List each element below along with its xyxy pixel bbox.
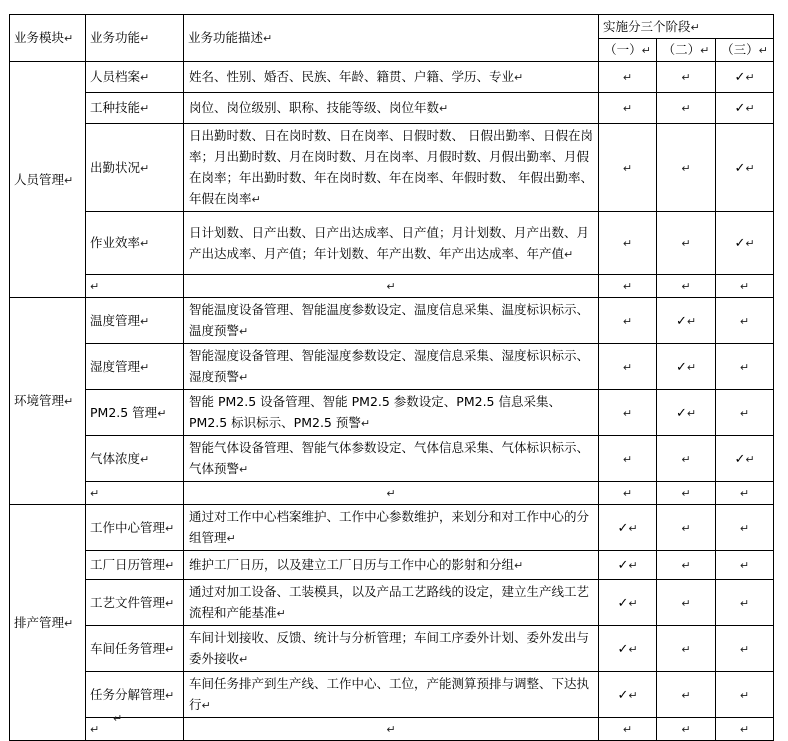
empty-cell (599, 482, 657, 505)
paragraph-mark: ↵ (157, 406, 167, 420)
function-description: 智能气体设备管理、智能气体参数设定、气体信息采集、气体标识标示、气体预警 (189, 440, 590, 476)
paragraph-mark: ↵ (140, 32, 150, 45)
description-cell (184, 580, 599, 626)
phase-3-cell (716, 124, 774, 212)
table-row (10, 62, 774, 93)
paragraph-mark: ↵ (386, 487, 396, 500)
module-name: 环境管理 (14, 393, 65, 408)
paragraph-mark: ↵ (263, 32, 273, 45)
phase-1-cell (599, 62, 657, 93)
empty-cell (86, 718, 184, 741)
phase-1-cell (599, 93, 657, 124)
function-name: 出勤状况 (90, 159, 141, 175)
business-function-table (9, 14, 774, 741)
paragraph-mark: ↵ (239, 325, 249, 338)
description-cell (184, 505, 599, 551)
paragraph-mark: ↵ (140, 360, 150, 374)
paragraph-mark: ↵ (140, 71, 150, 84)
phase-2-cell (657, 551, 716, 580)
paragraph-mark: ↵ (739, 360, 750, 374)
phase-label: （二） (662, 42, 701, 57)
function-description: 日出勤时数、日在岗时数、日在岗率、日假时数、 日假出勤率、日假在岗率；月出勤时数、月在岗时数、月在岗率、月假时数、月假出勤率、月假在岗率；年出勤时数、年在岗时数、年在岗率、年假时数、 年假出勤率、年假在岗率 (189, 128, 593, 206)
function-cell (86, 626, 184, 672)
check-mark-icon: ✓ (734, 70, 746, 85)
header-phases-label: 实施分三个阶段 (603, 18, 691, 34)
header-phase-2 (657, 39, 716, 62)
paragraph-mark: ↵ (681, 161, 691, 175)
function-name: 车间任务管理 (90, 640, 166, 656)
check-mark-icon: ✓ (617, 520, 629, 536)
table-row (10, 505, 774, 551)
module-cell (10, 62, 86, 298)
paragraph-mark: ↵ (681, 559, 691, 572)
paragraph-mark: ↵ (140, 452, 150, 466)
function-name: 工厂日历管理 (90, 557, 166, 572)
check-mark-icon: ✓ (617, 641, 629, 657)
empty-cell (657, 275, 716, 298)
module-name: 排产管理 (14, 614, 65, 630)
phase-label: （三） (721, 42, 759, 57)
empty-cell (184, 718, 599, 741)
description-cell (184, 124, 599, 212)
description-cell (184, 436, 599, 482)
function-cell (86, 124, 184, 212)
phase-3-cell (716, 551, 774, 580)
paragraph-mark: ↵ (113, 712, 123, 725)
paragraph-mark: ↵ (739, 559, 750, 572)
phase-2-cell (657, 672, 716, 718)
function-description: 智能温度设备管理、智能温度参数设定、温度信息采集、温度标识标示、温度预警 (189, 302, 590, 338)
paragraph-mark: ↵ (622, 102, 633, 115)
paragraph-mark: ↵ (622, 314, 633, 328)
check-mark-icon: ✓ (617, 595, 629, 611)
paragraph-mark: ↵ (622, 360, 633, 374)
phase-3-cell (716, 390, 774, 436)
paragraph-mark: ↵ (90, 487, 100, 500)
function-name: 人员档案 (90, 69, 141, 84)
check-mark-icon: ✓ (675, 313, 687, 329)
table-row (10, 580, 774, 626)
empty-cell (657, 482, 716, 505)
header-description-label: 业务功能描述 (188, 30, 264, 45)
paragraph-mark: ↵ (622, 487, 633, 500)
paragraph-mark: ↵ (739, 521, 750, 535)
paragraph-mark: ↵ (165, 596, 175, 610)
paragraph-mark: ↵ (739, 642, 750, 656)
module-name: 人员管理 (14, 171, 65, 187)
empty-row (10, 718, 774, 741)
phase-2-cell (657, 62, 716, 93)
module-cell (10, 505, 86, 741)
function-cell (86, 390, 184, 436)
description-cell (184, 672, 599, 718)
paragraph-mark: ↵ (622, 71, 633, 84)
phase-2-cell (657, 298, 716, 344)
function-cell (86, 62, 184, 93)
empty-cell (184, 275, 599, 298)
phase-1-cell (599, 344, 657, 390)
phase-1-cell (599, 580, 657, 626)
table-row (10, 93, 774, 124)
phase-1-cell (599, 298, 657, 344)
paragraph-mark: ↵ (360, 417, 371, 430)
function-description: 通过对工作中心档案维护、工作中心参数维护，来划分和对工作中心的分组管理 (189, 509, 590, 545)
phase-1-cell (599, 551, 657, 580)
paragraph-mark: ↵ (165, 559, 175, 572)
paragraph-mark: ↵ (739, 280, 750, 293)
empty-row (10, 275, 774, 298)
table-row (10, 212, 774, 275)
description-cell (184, 93, 599, 124)
paragraph-mark: ↵ (681, 102, 691, 115)
empty-cell (86, 275, 184, 298)
paragraph-mark: ↵ (745, 71, 755, 84)
check-mark-icon: ✓ (617, 687, 629, 703)
paragraph-mark: ↵ (700, 44, 710, 57)
paragraph-mark: ↵ (739, 406, 750, 420)
paragraph-mark: ↵ (628, 642, 638, 656)
paragraph-mark: ↵ (622, 452, 633, 466)
function-name: 任务分解管理 (90, 686, 166, 702)
empty-cell (716, 275, 774, 298)
phase-3-cell (716, 93, 774, 124)
header-phases (599, 15, 774, 39)
phase-2-cell (657, 580, 716, 626)
header-module (10, 15, 86, 62)
paragraph-mark: ↵ (165, 521, 175, 535)
table-row (10, 626, 774, 672)
paragraph-mark: ↵ (690, 20, 700, 34)
paragraph-mark: ↵ (276, 607, 286, 620)
empty-cell (716, 718, 774, 741)
paragraph-mark: ↵ (628, 521, 638, 535)
paragraph-mark: ↵ (622, 406, 633, 420)
header-module-label: 业务模块 (14, 30, 65, 45)
paragraph-mark: ↵ (64, 32, 74, 45)
paragraph-mark: ↵ (681, 596, 691, 610)
function-cell (86, 298, 184, 344)
description-cell (184, 212, 599, 275)
paragraph-mark: ↵ (514, 71, 524, 84)
header-phase-3 (716, 39, 774, 62)
phase-2-cell (657, 436, 716, 482)
paragraph-mark: ↵ (239, 463, 249, 476)
paragraph-mark: ↵ (386, 723, 396, 736)
phase-2-cell (657, 93, 716, 124)
description-cell (184, 551, 599, 580)
paragraph-mark: ↵ (90, 723, 100, 736)
paragraph-mark: ↵ (739, 487, 750, 500)
paragraph-mark: ↵ (681, 71, 691, 84)
header-description (184, 15, 599, 62)
paragraph-mark: ↵ (140, 161, 150, 175)
function-description: 智能湿度设备管理、智能湿度参数设定、湿度信息采集、湿度标识标示、湿度预警 (189, 348, 590, 384)
table-row (10, 124, 774, 212)
paragraph-mark: ↵ (140, 102, 150, 115)
paragraph-mark: ↵ (622, 280, 633, 293)
function-name: 湿度管理 (90, 358, 141, 374)
check-mark-icon: ✓ (734, 236, 746, 251)
paragraph-mark: ↵ (745, 452, 755, 466)
phase-2-cell (657, 212, 716, 275)
paragraph-mark: ↵ (681, 280, 691, 293)
description-cell (184, 390, 599, 436)
phase-3-cell (716, 672, 774, 718)
function-description: 日计划数、日产出数、日产出达成率、日产值；月计划数、月产出数、月产出达成率、月产值；年计划数、年产出数、年产出达成率、年产值 (189, 224, 590, 261)
phase-3-cell (716, 626, 774, 672)
function-description: 车间计划接收、反馈、统计与分析管理；车间工序委外计划、委外发出与委外接收 (189, 630, 590, 666)
paragraph-mark: ↵ (681, 452, 691, 466)
paragraph-mark: ↵ (686, 406, 697, 420)
phase-2-cell (657, 505, 716, 551)
phase-label: （一） (604, 42, 642, 57)
paragraph-mark: ↵ (686, 314, 697, 328)
description-cell (184, 62, 599, 93)
function-cell (86, 344, 184, 390)
function-name: 工种技能 (90, 100, 141, 115)
paragraph-mark: ↵ (64, 395, 74, 408)
phase-2-cell (657, 124, 716, 212)
function-cell (86, 436, 184, 482)
empty-cell (716, 482, 774, 505)
phase-3-cell (716, 62, 774, 93)
paragraph-mark: ↵ (386, 280, 396, 293)
paragraph-mark: ↵ (226, 532, 236, 545)
check-mark-icon: ✓ (675, 405, 687, 421)
table-row (10, 298, 774, 344)
module-cell (10, 298, 86, 505)
phase-1-cell (599, 390, 657, 436)
paragraph-mark: ↵ (439, 102, 449, 115)
phase-1-cell (599, 626, 657, 672)
paragraph-mark: ↵ (628, 688, 638, 702)
check-mark-icon: ✓ (675, 359, 687, 375)
table-row (10, 551, 774, 580)
paragraph-mark: ↵ (739, 723, 750, 736)
function-description: 维护工厂日历，以及建立工厂日历与工作中心的影射和分组 (189, 557, 515, 572)
paragraph-mark: ↵ (745, 237, 755, 250)
check-mark-icon: ✓ (734, 101, 746, 116)
function-cell (86, 212, 184, 275)
paragraph-mark: ↵ (739, 596, 750, 610)
phase-2-cell (657, 344, 716, 390)
paragraph-mark: ↵ (201, 699, 211, 712)
paragraph-mark: ↵ (64, 173, 74, 187)
empty-cell (657, 718, 716, 741)
empty-cell (599, 275, 657, 298)
paragraph-mark: ↵ (745, 161, 755, 175)
empty-cell (184, 482, 599, 505)
function-name: 工作中心管理 (90, 519, 166, 535)
paragraph-mark: ↵ (739, 314, 750, 328)
phase-3-cell (716, 298, 774, 344)
paragraph-mark: ↵ (239, 653, 249, 666)
function-description: 通过对加工设备、工装模具，以及产品工艺路线的设定，建立生产线工艺流程和产能基准 (189, 584, 590, 620)
paragraph-mark: ↵ (622, 161, 633, 175)
function-description: 姓名、性别、婚否、民族、年龄、籍贯、户籍、学历、专业 (189, 69, 515, 84)
check-mark-icon: ✓ (734, 451, 746, 467)
description-cell (184, 344, 599, 390)
paragraph-mark: ↵ (165, 688, 175, 702)
check-mark-icon: ✓ (734, 160, 746, 176)
paragraph-mark: ↵ (90, 280, 100, 293)
description-cell (184, 626, 599, 672)
check-mark-icon: ✓ (617, 558, 629, 573)
header-function-label: 业务功能 (90, 30, 141, 45)
header-row (10, 15, 774, 39)
paragraph-mark: ↵ (628, 596, 638, 610)
phase-3-cell (716, 344, 774, 390)
paragraph-mark: ↵ (681, 237, 691, 250)
function-name: PM2.5 管理 (90, 404, 158, 420)
paragraph-mark: ↵ (622, 237, 633, 250)
function-cell (86, 551, 184, 580)
table-row (10, 436, 774, 482)
empty-row (10, 482, 774, 505)
function-cell (86, 93, 184, 124)
description-cell (184, 298, 599, 344)
table-row (10, 390, 774, 436)
header-phase-1 (599, 39, 657, 62)
function-name: 工艺文件管理 (90, 594, 166, 610)
paragraph-mark: ↵ (681, 688, 691, 702)
phase-1-cell (599, 124, 657, 212)
function-description: 岗位、岗位级别、职称、技能等级、岗位年数 (189, 100, 440, 115)
table-row (10, 344, 774, 390)
phase-1-cell (599, 436, 657, 482)
paragraph-mark: ↵ (686, 360, 697, 374)
paragraph-mark: ↵ (165, 642, 175, 656)
paragraph-mark: ↵ (622, 723, 633, 736)
paragraph-mark: ↵ (140, 237, 150, 250)
phase-1-cell (599, 672, 657, 718)
header-function (86, 15, 184, 62)
table-row (10, 672, 774, 718)
paragraph-mark: ↵ (564, 247, 574, 261)
function-description: 智能 PM2.5 设备管理、智能 PM2.5 参数设定、PM2.5 信息采集、PM2.5 标识标示、PM2.5 预警 (189, 394, 561, 430)
phase-3-cell (716, 580, 774, 626)
paragraph-mark: ↵ (739, 688, 750, 702)
function-name: 气体浓度 (90, 450, 141, 466)
paragraph-mark: ↵ (64, 616, 74, 630)
phase-2-cell (657, 626, 716, 672)
function-name: 温度管理 (90, 312, 141, 328)
phase-1-cell (599, 212, 657, 275)
paragraph-mark: ↵ (641, 44, 651, 57)
paragraph-mark: ↵ (628, 559, 638, 572)
phase-2-cell (657, 390, 716, 436)
empty-cell (599, 718, 657, 741)
function-cell (86, 505, 184, 551)
function-cell (86, 672, 184, 718)
paragraph-mark: ↵ (681, 723, 691, 736)
paragraph-mark: ↵ (239, 371, 249, 384)
paragraph-mark: ↵ (251, 193, 261, 206)
phase-3-cell (716, 505, 774, 551)
function-description: 车间任务排产到生产线、工作中心、工位，产能测算预排与调整、下达执行 (189, 676, 590, 712)
paragraph-mark: ↵ (681, 487, 691, 500)
paragraph-mark: ↵ (681, 521, 691, 535)
phase-3-cell (716, 436, 774, 482)
function-name: 作业效率 (90, 235, 141, 250)
empty-cell (86, 482, 184, 505)
paragraph-mark: ↵ (758, 44, 768, 57)
paragraph-mark: ↵ (514, 559, 524, 572)
function-cell (86, 580, 184, 626)
phase-3-cell (716, 212, 774, 275)
paragraph-mark: ↵ (140, 314, 150, 328)
paragraph-mark: ↵ (681, 642, 691, 656)
phase-1-cell (599, 505, 657, 551)
paragraph-mark: ↵ (745, 102, 755, 115)
